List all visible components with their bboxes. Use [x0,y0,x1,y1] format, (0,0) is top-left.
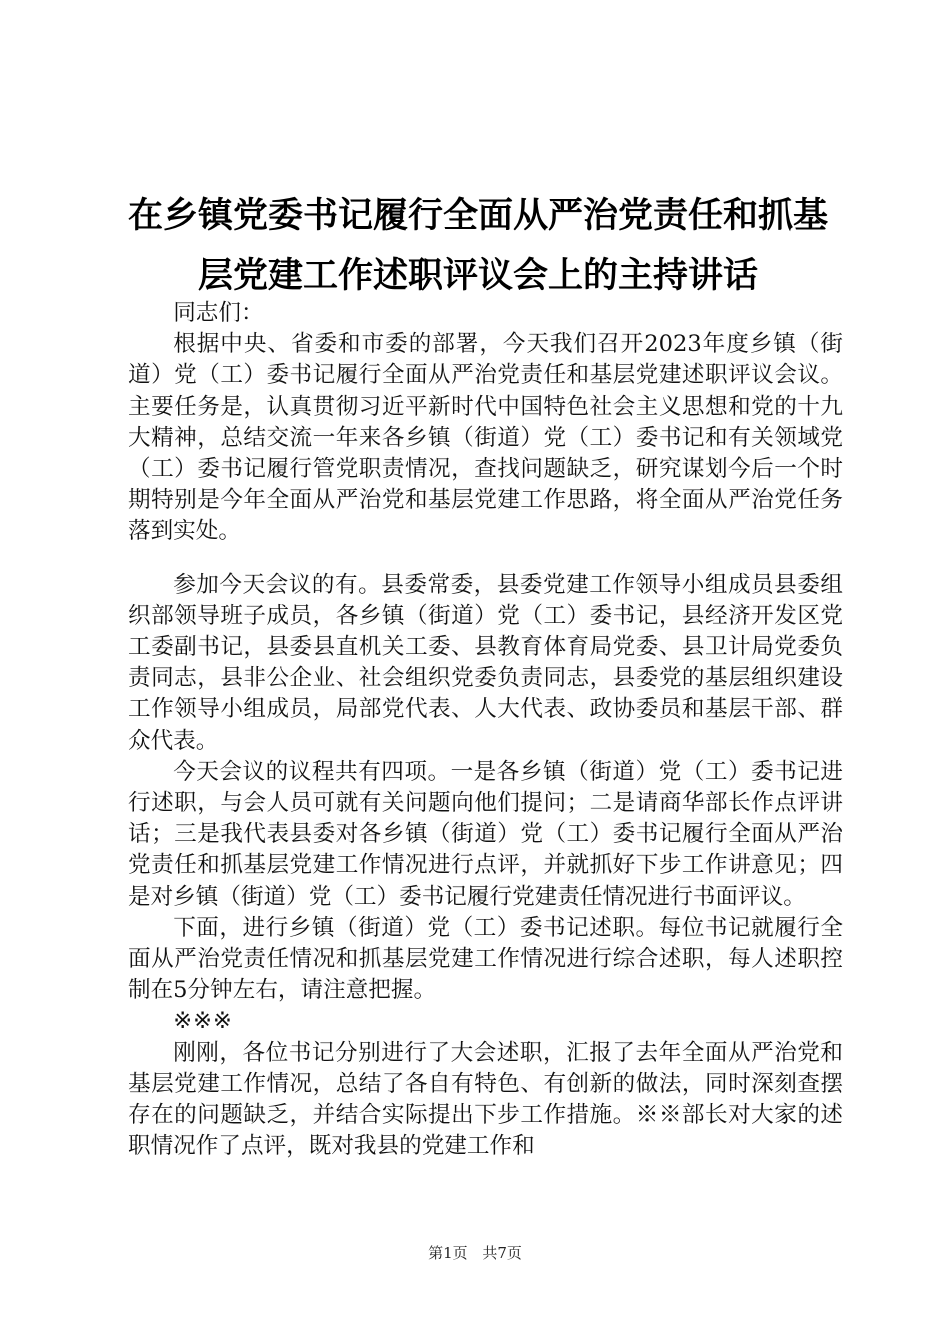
paragraph-reporting: 下面，进行乡镇（街道）党（工）委书记述职。每位书记就履行全面从严治党责任情况和抓基层党建工作情况进行综合述职，每人述职控制在5分钟左右，请注意把握。 [128,914,843,1004]
paragraph-agenda: 今天会议的议程共有四项。一是各乡镇（街道）党（工）委书记进行述职，与会人员可就有关问题向他们提问；二是请商华部长作点评讲话；三是我代表县委对各乡镇（街道）党（工）委书记履行全面从严治党责任和抓基层党建工作情况进行点评，并就抓好下步工作讲意见；四是对乡镇（街道）党（工）委书记履行党建责任情况进行书面评议。 [128,758,843,910]
paragraph-intro: 根据中央、省委和市委的部署，今天我们召开2023年度乡镇（街道）党（工）委书记履行全面从严治党责任和基层党建述职评议会议。主要任务是，认真贯彻习近平新时代中国特色社会主义思想和党的十九大精神，总结交流一年来各乡镇（街道）党（工）委书记和有关领域党（工）委书记履行管党职责情况，查找问题缺乏，研究谋划今后一个时期特别是今年全面从严治党和基层党建工作思路，将全面从严治党任务落到实处。 [128,331,843,545]
page-total: 共7页 [482,1244,522,1262]
paragraph-summary: 刚刚，各位书记分别进行了大会述职，汇报了去年全面从严治党和基层党建工作情况，总结了各自有特色、有创新的做法，同时深刻查摆存在的问题缺乏，并结合实际提出下步工作措施。※※部长对大家的述职情况作了点评，既对我县的党建工作和 [128,1039,843,1160]
page-footer [0,1243,950,1263]
title-line-2: 层党建工作述职评议会上的主持讲话 [197,255,758,296]
document-title [118,186,838,306]
document-body [128,298,843,1162]
page-number: 第1页 [428,1244,468,1262]
salutation: 同志们： [173,300,264,326]
title-line-1: 在乡镇党委书记履行全面从严治党责任和抓基 [127,195,828,236]
section-separator: ※※※ [173,1008,233,1035]
paragraph-attendees: 参加今天会议的有。县委常委，县委党建工作领导小组成员县委组织部领导班子成员，各乡镇（街道）党（工）委书记，县经济开发区党工委副书记，县委县直机关工委、县教育体育局党委、县卫计局党委负责同志，县非公企业、社会组织党委负责同志，县委党的基层组织建设工作领导小组成员，局部党代表、人大代表、政协委员和基层干部、群众代表。 [128,571,843,754]
